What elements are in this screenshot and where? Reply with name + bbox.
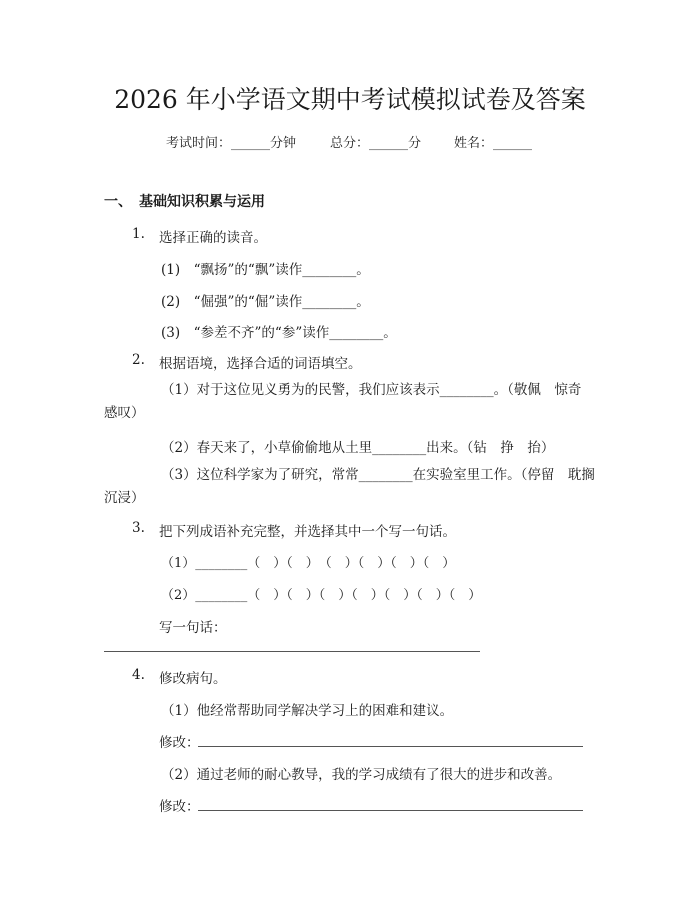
sub-question: (1) “飘扬”的“飘”读作________。 [161, 262, 370, 278]
question-number: 3. [132, 520, 145, 536]
idiom-row: （1）________（ ）（ ） （ ）（ ）（ ）（ ） [161, 556, 456, 571]
question-number: 4. [132, 667, 145, 683]
sub-question: （1）他经常帮助同学解决学习上的困难和建议。 [161, 703, 454, 719]
answer-line [198, 810, 583, 811]
correction-label: 修改： [159, 735, 200, 751]
section-heading: 一、 基础知识积累与运用 [104, 194, 265, 210]
page-title: 2026 年小学语文期中考试模拟试卷及答案 [114, 85, 586, 114]
sub-question: （2）通过老师的耐心教导，我的学习成绩有了很大的进步和改善。 [161, 767, 562, 783]
question-number: 2. [132, 352, 145, 368]
exam-time: 考试时间：______分钟 [166, 136, 297, 151]
correction-label: 修改： [159, 799, 200, 815]
answer-line [104, 651, 480, 652]
sub-question: （1）对于这位见义勇为的民警，我们应该表示________。（敬佩 惊奇 感叹） [104, 382, 595, 421]
sub-question: (3) “参差不齐”的“参”读作________。 [161, 325, 397, 341]
sub-question: （2）春天来了，小草偷偷地从土里________出来。（钻 挣 抬） [161, 440, 555, 456]
idiom-row: （2）________（ ）（ ）（ ）（ ）（ ）（ ）（ ） [161, 588, 482, 603]
answer-line [198, 746, 583, 747]
total-score: 总分：______分 [330, 136, 422, 151]
question-text: 把下列成语补充完整，并选择其中一个写一句话。 [159, 524, 456, 540]
question-text: 选择正确的读音。 [159, 230, 267, 246]
question-text: 根据语境，选择合适的词语填空。 [159, 356, 362, 372]
sub-question: （3）这位科学家为了研究，常常________在实验室里工作。（停留 耽搁 沉浸） [104, 467, 609, 506]
write-sentence-label: 写一句话： [159, 620, 227, 636]
sub-question: (2) “倔强”的“倔”读作________。 [161, 294, 370, 310]
student-name: 姓名：______ [454, 136, 533, 151]
question-number: 1. [132, 226, 145, 242]
question-text: 修改病句。 [159, 671, 227, 687]
